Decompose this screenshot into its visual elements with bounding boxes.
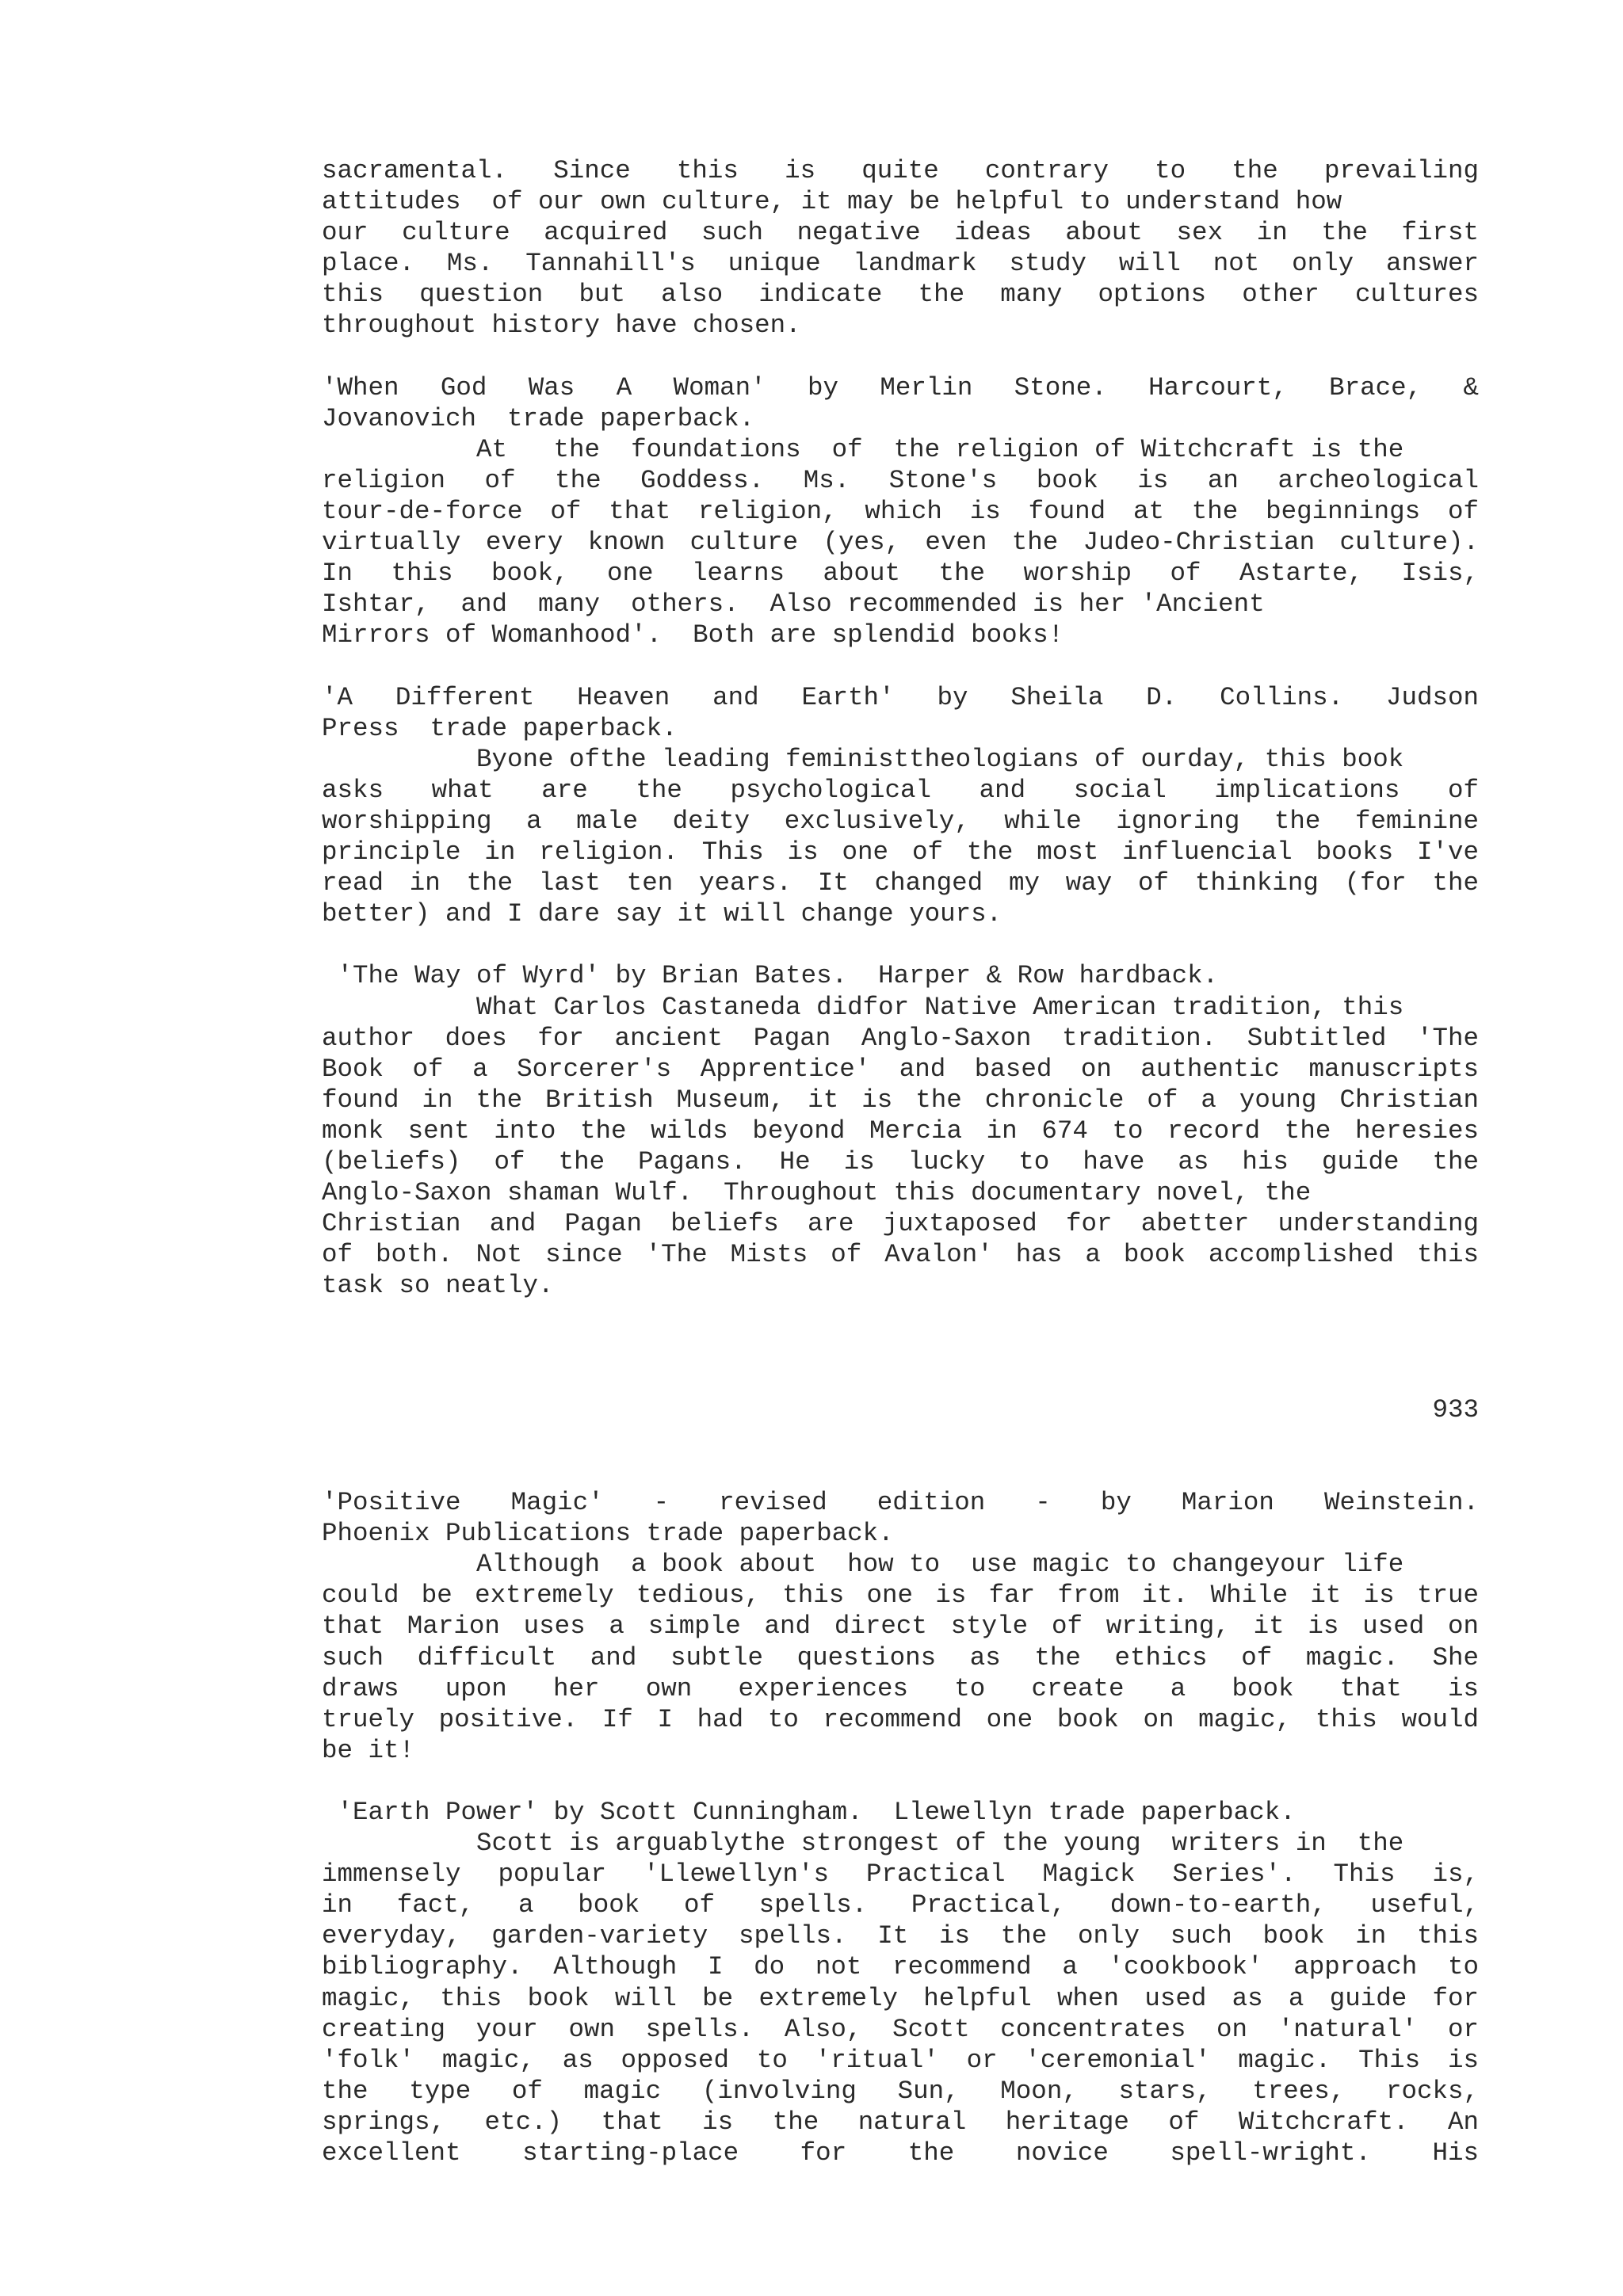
text-line: of both. Not since 'The Mists of Avalon' has a book accomplished this: [322, 1240, 1479, 1270]
text-line: Ishtar, and many others. Also recommended is her 'Ancient: [322, 589, 1265, 620]
text-line: monk sent into the wilds beyond Mercia in 674 to record the heresies: [322, 1116, 1479, 1146]
text-line: such difficult and subtle questions as the ethics of magic. She: [322, 1642, 1479, 1672]
text-line: that Marion uses a simple and direct style of writing, it is used on: [322, 1611, 1479, 1642]
text-line: 'Positive Magic' - revised edition - by Marion Weinstein.: [322, 1488, 1479, 1518]
text-line: Byone ofthe leading feministtheologians of ourday, this book: [322, 744, 1404, 774]
text-line: (beliefs) of the Pagans. He is lucky to have as his guide the: [322, 1147, 1479, 1177]
book-entry-earth-power: [322, 1797, 1479, 2168]
text-line: asks what are the psychological and social implications of: [322, 775, 1479, 805]
text-line: found in the British Museum, it is the chronicle of a young Christian: [322, 1085, 1479, 1115]
text-line: throughout history have chosen.: [322, 311, 801, 341]
text-line: 'A Different Heaven and Earth' by Sheila D. Collins. Judson: [322, 682, 1479, 712]
blank-line: [322, 651, 1479, 682]
text-line: Jovanovich trade paperback.: [322, 403, 755, 433]
text-line: creating your own spells. Also, Scott concentrates on 'natural' or: [322, 2014, 1479, 2044]
book-entry-a-different-heaven-and-earth: [322, 682, 1479, 930]
text-line: 'Earth Power' by Scott Cunningham. Llewellyn trade paperback.: [322, 1797, 1296, 1827]
text-line: task so neatly.: [322, 1271, 554, 1301]
text-line: everyday, garden-variety spells. It is the only such book in this: [322, 1921, 1479, 1951]
text-line: What Carlos Castaneda didfor Native American tradition, this: [322, 992, 1404, 1022]
text-line: attitudes of our own culture, it may be helpful to understand how: [322, 187, 1342, 217]
text-line: worshipping a male deity exclusively, while ignoring the feminine: [322, 806, 1479, 836]
text-line: religion of the Goddess. Ms. Stone's book is an archeological: [322, 465, 1479, 495]
text-line: 'The Way of Wyrd' by Brian Bates. Harper & Row hardback.: [322, 961, 1219, 991]
blank-line: [322, 929, 1479, 960]
book-entry-positive-magic: [322, 1487, 1479, 1766]
document-page: [322, 155, 1479, 2168]
text-line: 'When God Was A Woman' by Merlin Stone. Harcourt, Brace, &: [322, 372, 1479, 402]
blank-line: [322, 1456, 1479, 1487]
text-line: sacramental. Since this is quite contrary to the prevailing: [322, 156, 1479, 185]
text-line: Press trade paperback.: [322, 713, 678, 743]
text-line: our culture acquired such negative ideas about sex in the first: [322, 218, 1479, 248]
text-line: the type of magic (involving Sun, Moon, stars, trees, rocks,: [322, 2076, 1479, 2106]
text-line: could be extremely tedious, this one is far from it. While it is true: [322, 1581, 1479, 1611]
text-line: draws upon her own experiences to create a book that is: [322, 1673, 1479, 1703]
text-line: this question but also indicate the many options other cultures: [322, 280, 1479, 310]
text-line: Book of a Sorcerer's Apprentice' and based on authentic manuscripts: [322, 1054, 1479, 1084]
blank-line: [322, 1301, 1479, 1332]
text-line: place. Ms. Tannahill's unique landmark study will not only answer: [322, 249, 1479, 279]
text-line: bibliography. Although I do not recommend a 'cookbook' approach to: [322, 1952, 1479, 1982]
blank-line: [322, 341, 1479, 372]
book-entry-the-way-of-wyrd: [322, 960, 1479, 1301]
blank-line: [322, 1766, 1479, 1797]
text-line: better) and I dare say it will change yours.: [322, 899, 1002, 929]
text-line: springs, etc.) that is the natural heritage of Witchcraft. An: [322, 2107, 1479, 2137]
text-line: principle in religion. This is one of the most influencial books I've: [322, 837, 1479, 868]
text-line: in fact, a book of spells. Practical, down-to-earth, useful,: [322, 1890, 1479, 1920]
text-line: Mirrors of Womanhood'. Both are splendid books!: [322, 620, 1064, 650]
book-entry-when-god-was-a-woman: [322, 372, 1479, 651]
text-line: Phoenix Publications trade paperback.: [322, 1519, 894, 1549]
paragraph-continuation: [322, 155, 1479, 341]
text-line: excellent starting-place for the novice spell-wright. His: [322, 2138, 1479, 2168]
text-line: magic, this book will be extremely helpful when used as a guide for: [322, 1983, 1479, 2013]
text-line: author does for ancient Pagan Anglo-Saxon tradition. Subtitled 'The: [322, 1023, 1479, 1053]
blank-line: [322, 1425, 1479, 1456]
text-line: At the foundations of the religion of Witchcraft is the: [322, 434, 1404, 464]
text-line: Although a book about how to use magic to changeyour life: [322, 1550, 1404, 1580]
text-line: In this book, one learns about the worship of Astarte, Isis,: [322, 559, 1479, 589]
blank-line: [322, 1363, 1479, 1394]
text-line: Christian and Pagan beliefs are juxtaposed for abetter understanding: [322, 1209, 1479, 1239]
page-number: 933: [1432, 1394, 1479, 1425]
text-line: virtually every known culture (yes, even the Judeo-Christian culture).: [322, 528, 1479, 558]
text-line: be it!: [322, 1735, 415, 1765]
blank-line: [322, 1333, 1479, 1363]
text-line: immensely popular 'Llewellyn's Practical Magick Series'. This is,: [322, 1859, 1479, 1890]
text-line: truely positive. If I had to recommend one book on magic, this would: [322, 1704, 1479, 1734]
text-line: Scott is arguablythe strongest of the young writers in the: [322, 1829, 1404, 1859]
text-line: Anglo-Saxon shaman Wulf. Throughout this documentary novel, the: [322, 1178, 1312, 1208]
text-line: 'folk' magic, as opposed to 'ritual' or 'ceremonial' magic. This is: [322, 2045, 1479, 2075]
text-line: read in the last ten years. It changed my way of thinking (for the: [322, 868, 1479, 898]
text-line: tour-de-force of that religion, which is found at the beginnings of: [322, 497, 1479, 527]
